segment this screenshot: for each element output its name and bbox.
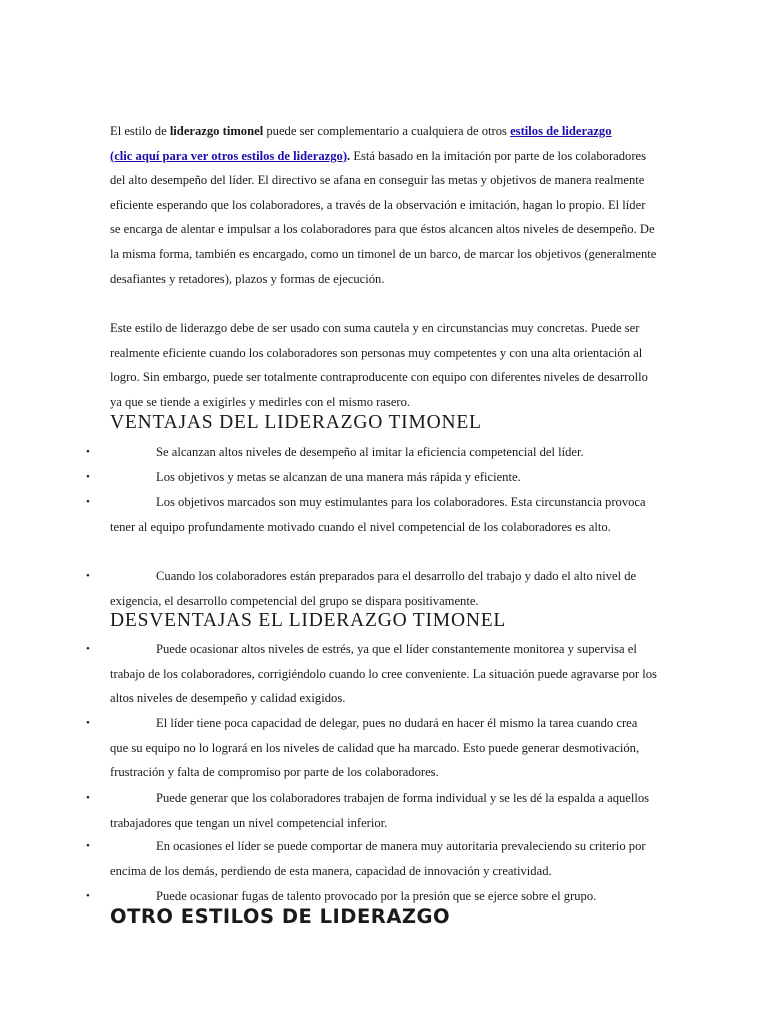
bullet: •: [86, 717, 90, 729]
otros-estilos-heading: OTRO ESTILOS DE LIDERAZGO: [110, 905, 451, 928]
bullet: •: [86, 570, 90, 582]
desventaja-item: El líder tiene poca capacidad de delegar, pues no dudará en hacer él mismo la tarea cuando crea que su equipo no lo logrará en los niveles de calidad que ha marcado. Esto puede generar desmotivación, frustración y falta de compromiso por parte de los colaboradores.: [110, 716, 640, 780]
leadership-styles-link[interactable]: estilos de liderazgo: [510, 124, 612, 138]
ventaja-item: Cuando los colaboradores están preparados para el desarrollo del trabajo y dado el alto nivel de exigencia, el desarrollo competencial del grupo se dispara positivamente.: [110, 569, 637, 608]
intro-period: .: [347, 148, 351, 163]
bullet: •: [86, 792, 90, 804]
bullet: •: [86, 840, 90, 852]
intro-paragraph-2: Este estilo de liderazgo debe de ser usado con suma cautela y en circunstancias muy concretas. Puede ser realmente eficiente cuando los colaboradores son personas muy competentes y con una alta orientación al logro. Sin embargo, puede ser totalmente contraproducente con equipo con diferentes niveles de desarrollo ya que se tiende a exigirles y medirles con el mismo rasero.: [110, 321, 648, 409]
ventaja-item: Los objetivos marcados son muy estimulantes para los colaboradores. Esta circunstancia provoca tener al equipo profundamente motivado cuando el nivel competencial de los colaboradores es alto.: [110, 495, 646, 534]
bullet: •: [86, 643, 90, 655]
desventaja-item: En ocasiones el líder se puede comportar de manera muy autoritaria prevaleciendo su criterio por encima de los demás, perdiendo de esta manera, capacidad de innovación y creatividad.: [110, 839, 646, 878]
bullet: •: [86, 890, 90, 902]
other-styles-link[interactable]: (clic aquí para ver otros estilos de liderazgo): [110, 148, 348, 163]
desventaja-item: Puede ocasionar altos niveles de estrés, ya que el líder constantemente monitorea y supervisa el trabajo de los colaboradores, corrigiéndolo cuando lo cree conveniente. La situación puede agravarse por los altos niveles de desempeño y calidad exigidos.: [110, 642, 657, 706]
ventaja-item: Se alcanzan altos niveles de desempeño al imitar la eficiencia competencial del líder.: [156, 445, 584, 459]
desventajas-heading: DESVENTAJAS EL LIDERAZGO TIMONEL: [110, 610, 507, 631]
desventaja-item: Puede generar que los colaboradores trabajen de forma individual y se les dé la espalda a aquellos trabajadores que tengan un nivel competencial inferior.: [110, 791, 650, 830]
bullet: •: [86, 496, 90, 508]
ventajas-heading: VENTAJAS DEL LIDERAZGO TIMONEL: [110, 412, 482, 433]
bullet: •: [86, 471, 90, 483]
ventaja-item: Los objetivos y metas se alcanzan de una manera más rápida y eficiente.: [156, 470, 521, 484]
desventaja-item: Puede ocasionar fugas de talento provocado por la presión que se ejerce sobre el grupo.: [156, 889, 597, 903]
bullet: •: [86, 446, 90, 458]
intro-text-mid: puede ser complementario a cualquiera de otros: [263, 124, 511, 138]
intro-paragraph: [110, 119, 658, 291]
intro-bold-term: liderazgo timonel: [169, 124, 264, 138]
intro-text-rest: Está basado en la imitación por parte de los colaboradores del alto desempeño del líder. El directivo se afana en conseguir las metas y objetivos de manera realmente eficiente esperando que los colaboradores, a través de la observación e imitación, hagan lo propio. El líder se encarga de alentar e impulsar a los colaboradores para que éstos alcancen altos niveles de desempeño. De la misma forma, también es encargado, como un timonel de un barco, de marcar los objetivos (generalmente desafiantes y retadores), plazos y formas de ejecución.: [110, 148, 657, 286]
intro-text: El estilo de: [110, 124, 170, 138]
